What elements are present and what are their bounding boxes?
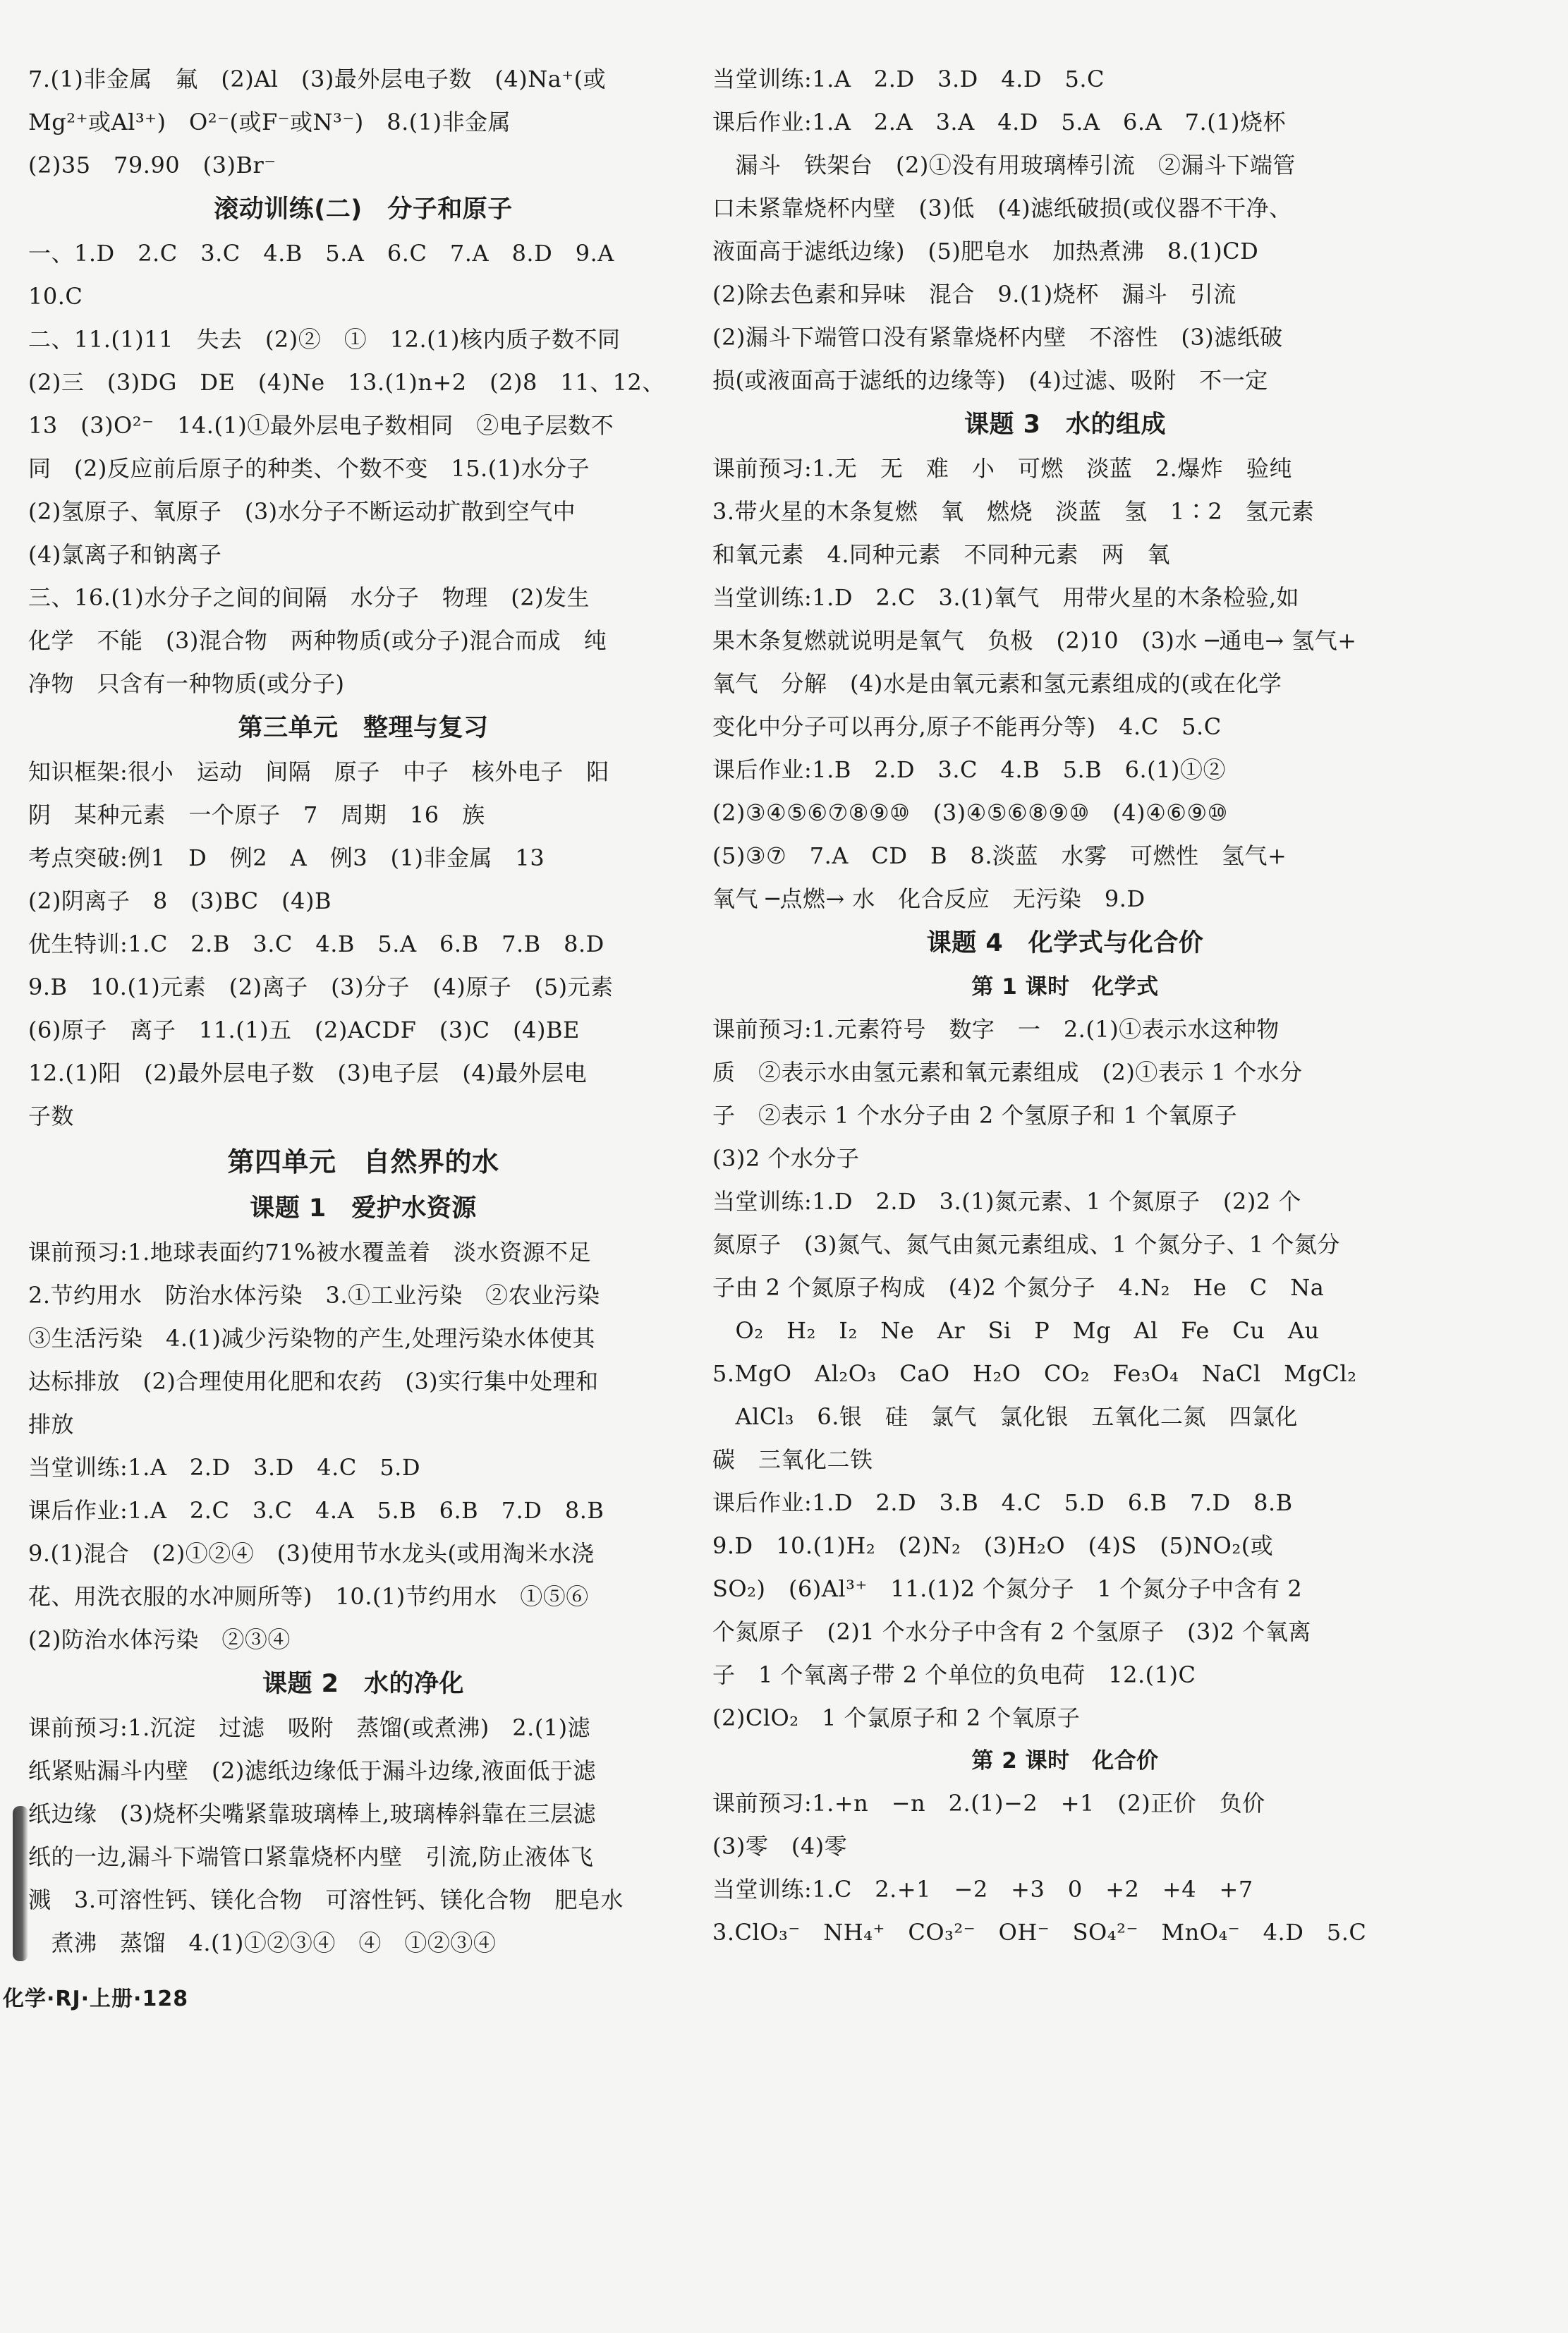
answer-line: 3.带火星的木条复燃 氧 燃烧 淡蓝 氢 1∶2 氢元素 <box>712 498 1315 525</box>
answer-line: (2)ClO₂ 1 个氯原子和 2 个氧原子 <box>712 1704 1081 1731</box>
answer-line: 当堂训练:1.D 2.C 3.(1)氧气 用带火星的木条检验,如 <box>712 584 1300 611</box>
answer-line: (2)三 (3)DG DE (4)Ne 13.(1)n+2 (2)8 11、12、 <box>28 369 665 396</box>
answer-line: 课前预习:1.地球表面约71%被水覆盖着 淡水资源不足 <box>28 1239 591 1266</box>
answer-line: 液面高于滤纸边缘) (5)肥皂水 加热煮沸 8.(1)CD <box>712 238 1259 265</box>
section-heading: 课题 3 水的组成 <box>964 411 1167 439</box>
answer-line: 子由 2 个氮原子构成 (4)2 个氮分子 4.N₂ He C Na <box>712 1274 1325 1301</box>
answer-line: 9.B 10.(1)元素 (2)离子 (3)分子 (4)原子 (5)元素 <box>28 974 614 1000</box>
answer-line: 当堂训练:1.A 2.D 3.D 4.D 5.C <box>712 66 1105 92</box>
answer-line: 变化中分子可以再分,原子不能再分等) 4.C 5.C <box>712 713 1222 740</box>
answer-line: 3.ClO₃⁻ NH₄⁺ CO₃²⁻ OH⁻ SO₄²⁻ MnO₄⁻ 4.D 5.C <box>712 1919 1367 1946</box>
answer-line: (3)2 个水分子 <box>712 1145 860 1172</box>
section-heading: 滚动训练(二) 分子和原子 <box>214 195 513 224</box>
answer-line: (2)氢原子、氧原子 (3)水分子不断运动扩散到空气中 <box>28 498 576 525</box>
answer-line: 和氧元素 4.同种元素 不同种元素 两 氧 <box>712 541 1171 568</box>
answer-line: 优生特训:1.C 2.B 3.C 4.B 5.A 6.B 7.B 8.D <box>28 931 604 957</box>
answer-line: 漏斗 铁架台 (2)①没有用玻璃棒引流 ②漏斗下端管 <box>712 152 1296 178</box>
answer-line: 9.D 10.(1)H₂ (2)N₂ (3)H₂O (4)S (5)NO₂(或 <box>712 1532 1274 1559</box>
answer-line: (6)原子 离子 11.(1)五 (2)ACDF (3)C (4)BE <box>28 1017 580 1043</box>
answer-line: 个氮原子 (2)1 个水分子中含有 2 个氢原子 (3)2 个氧离 <box>712 1618 1311 1645</box>
answer-line: O₂ H₂ I₂ Ne Ar Si P Mg Al Fe Cu Au <box>712 1317 1320 1344</box>
answer-line: 二、11.(1)11 失去 (2)② ① 12.(1)核内质子数不同 <box>28 326 621 353</box>
answer-line: 排放 <box>28 1411 75 1438</box>
lesson-heading: 第 1 课时 化学式 <box>971 974 1159 1000</box>
answer-line: 化学 不能 (3)混合物 两种物质(或分子)混合而成 纯 <box>28 627 607 654</box>
answer-line: (2)35 79.90 (3)Br⁻ <box>28 152 276 178</box>
answer-line: 损(或液面高于滤纸的边缘等) (4)过滤、吸附 不一定 <box>712 367 1268 394</box>
answer-line: 5.MgO Al₂O₃ CaO H₂O CO₂ Fe₃O₄ NaCl MgCl₂ <box>712 1360 1357 1387</box>
answer-line: 子 ②表示 1 个水分子由 2 个氢原子和 1 个氧原子 <box>712 1102 1238 1129</box>
left-column <box>28 58 698 1965</box>
section-heading: 课题 1 爱护水资源 <box>250 1194 477 1223</box>
answer-line: 纸紧贴漏斗内壁 (2)滤纸边缘低于漏斗边缘,液面低于滤 <box>28 1757 597 1784</box>
lesson-heading: 第 2 课时 化合价 <box>971 1748 1159 1774</box>
answer-line: (2)防治水体污染 ②③④ <box>28 1626 291 1653</box>
section-heading: 课题 2 水的净化 <box>262 1670 465 1698</box>
answer-line: AlCl₃ 6.银 硅 氯气 氯化银 五氧化二氮 四氯化 <box>712 1403 1298 1430</box>
answer-line: 课后作业:1.B 2.D 3.C 4.B 5.B 6.(1)①② <box>712 756 1226 783</box>
answer-line: 子数 <box>28 1103 75 1129</box>
answer-line: (2)漏斗下端管口没有紧靠烧杯内壁 不溶性 (3)滤纸破 <box>712 324 1283 351</box>
answer-line: 碳 三氧化二铁 <box>712 1446 873 1473</box>
answer-line: 纸边缘 (3)烧杯尖嘴紧靠玻璃棒上,玻璃棒斜靠在三层滤 <box>28 1800 597 1827</box>
answer-line: 口未紧靠烧杯内壁 (3)低 (4)滤纸破损(或仪器不干净、 <box>712 195 1292 222</box>
answer-line: 煮沸 蒸馏 4.(1)①②③④ ④ ①②③④ <box>28 1929 497 1956</box>
answer-line: 7.(1)非金属 氟 (2)Al (3)最外层电子数 (4)Na⁺(或 <box>28 66 607 92</box>
answer-line: 当堂训练:1.A 2.D 3.D 4.C 5.D <box>28 1454 421 1481</box>
answer-line: (2)阴离子 8 (3)BC (4)B <box>28 887 332 914</box>
answer-line: 达标排放 (2)合理使用化肥和农药 (3)实行集中处理和 <box>28 1368 599 1395</box>
page-footer: 化学·RJ·上册·128 <box>3 1987 189 2011</box>
answer-line: 13 (3)O²⁻ 14.(1)①最外层电子数相同 ②电子层数不 <box>28 412 614 439</box>
answer-line: 氮原子 (3)氮气、氮气由氮元素组成、1 个氮分子、1 个氮分 <box>712 1231 1340 1258</box>
answer-line: 考点突破:例1 D 例2 A 例3 (1)非金属 13 <box>28 844 545 871</box>
answer-line: (2)③④⑤⑥⑦⑧⑨⑩ (3)④⑤⑥⑧⑨⑩ (4)④⑥⑨⑩ <box>712 799 1228 826</box>
answer-line: 果木条复燃就说明是氧气 负极 (2)10 (3)水 ─通电→ 氢气+ <box>712 627 1357 654</box>
answer-line: 知识框架:很小 运动 间隔 原子 中子 核外电子 阳 <box>28 758 609 785</box>
answer-line: 课前预习:1.无 无 难 小 可燃 淡蓝 2.爆炸 验纯 <box>712 455 1292 482</box>
answer-line: ③生活污染 4.(1)减少污染物的产生,处理污染水体使其 <box>28 1325 596 1352</box>
answer-line: 质 ②表示水由氢元素和氧元素组成 (2)①表示 1 个水分 <box>712 1059 1303 1086</box>
answer-line: 当堂训练:1.C 2.+1 −2 +3 0 +2 +4 +7 <box>712 1876 1253 1903</box>
answer-line: 三、16.(1)水分子之间的间隔 水分子 物理 (2)发生 <box>28 584 590 611</box>
answer-line: 氧气 ─点燃→ 水 化合反应 无污染 9.D <box>712 885 1145 912</box>
right-column <box>712 58 1418 1954</box>
answer-line: 同 (2)反应前后原子的种类、个数不变 15.(1)水分子 <box>28 455 590 482</box>
answer-line: (3)零 (4)零 <box>712 1833 848 1860</box>
answer-line: (5)③⑦ 7.A CD B 8.淡蓝 水雾 可燃性 氢气+ <box>712 842 1287 869</box>
section-heading: 课题 4 化学式与化合价 <box>926 929 1204 957</box>
answer-line: 纸的一边,漏斗下端管口紧靠烧杯内壁 引流,防止液体飞 <box>28 1843 594 1870</box>
answer-line: 一、1.D 2.C 3.C 4.B 5.A 6.C 7.A 8.D 9.A <box>28 240 614 267</box>
answer-line: 溅 3.可溶性钙、镁化合物 可溶性钙、镁化合物 肥皂水 <box>28 1886 624 1913</box>
unit-heading: 第四单元 自然界的水 <box>227 1146 499 1177</box>
answer-line: SO₂) (6)Al³⁺ 11.(1)2 个氮分子 1 个氮分子中含有 2 <box>712 1575 1303 1602</box>
answer-line: 课前预习:1.+n −n 2.(1)−2 +1 (2)正价 负价 <box>712 1790 1265 1817</box>
answer-line: 12.(1)阳 (2)最外层电子数 (3)电子层 (4)最外层电 <box>28 1060 588 1086</box>
answer-line: 课前预习:1.元素符号 数字 一 2.(1)①表示水这种物 <box>712 1016 1280 1043</box>
answer-line: 课前预习:1.沉淀 过滤 吸附 蒸馏(或煮沸) 2.(1)滤 <box>28 1714 591 1741</box>
answer-line: (4)氯离子和钠离子 <box>28 541 222 568</box>
section-heading: 第三单元 整理与复习 <box>238 714 489 742</box>
answer-line: Mg²⁺或Al³⁺) O²⁻(或F⁻或N³⁻) 8.(1)非金属 <box>28 109 511 135</box>
answer-line: 9.(1)混合 (2)①②④ (3)使用节水龙头(或用淘米水浇 <box>28 1540 595 1567</box>
answer-line: (2)除去色素和异味 混合 9.(1)烧杯 漏斗 引流 <box>712 281 1236 308</box>
answer-line: 当堂训练:1.D 2.D 3.(1)氮元素、1 个氮原子 (2)2 个 <box>712 1188 1301 1215</box>
answer-line: 10.C <box>28 283 83 310</box>
answer-line: 2.节约用水 防治水体污染 3.①工业污染 ②农业污染 <box>28 1282 600 1309</box>
answer-line: 花、用洗衣服的水冲厕所等) 10.(1)节约用水 ①⑤⑥ <box>28 1583 589 1610</box>
answer-line: 课后作业:1.D 2.D 3.B 4.C 5.D 6.B 7.D 8.B <box>712 1489 1293 1516</box>
answer-line: 净物 只含有一种物质(或分子) <box>28 670 345 697</box>
answer-line: 课后作业:1.A 2.C 3.C 4.A 5.B 6.B 7.D 8.B <box>28 1497 604 1524</box>
answer-line: 课后作业:1.A 2.A 3.A 4.D 5.A 6.A 7.(1)烧杯 <box>712 109 1287 135</box>
answer-line: 子 1 个氧离子带 2 个单位的负电荷 12.(1)C <box>712 1661 1196 1688</box>
answer-line: 阴 某种元素 一个原子 7 周期 16 族 <box>28 801 485 828</box>
scan-binding-mark <box>13 1806 28 1961</box>
answer-line: 氧气 分解 (4)水是由氧元素和氢元素组成的(或在化学 <box>712 670 1282 697</box>
